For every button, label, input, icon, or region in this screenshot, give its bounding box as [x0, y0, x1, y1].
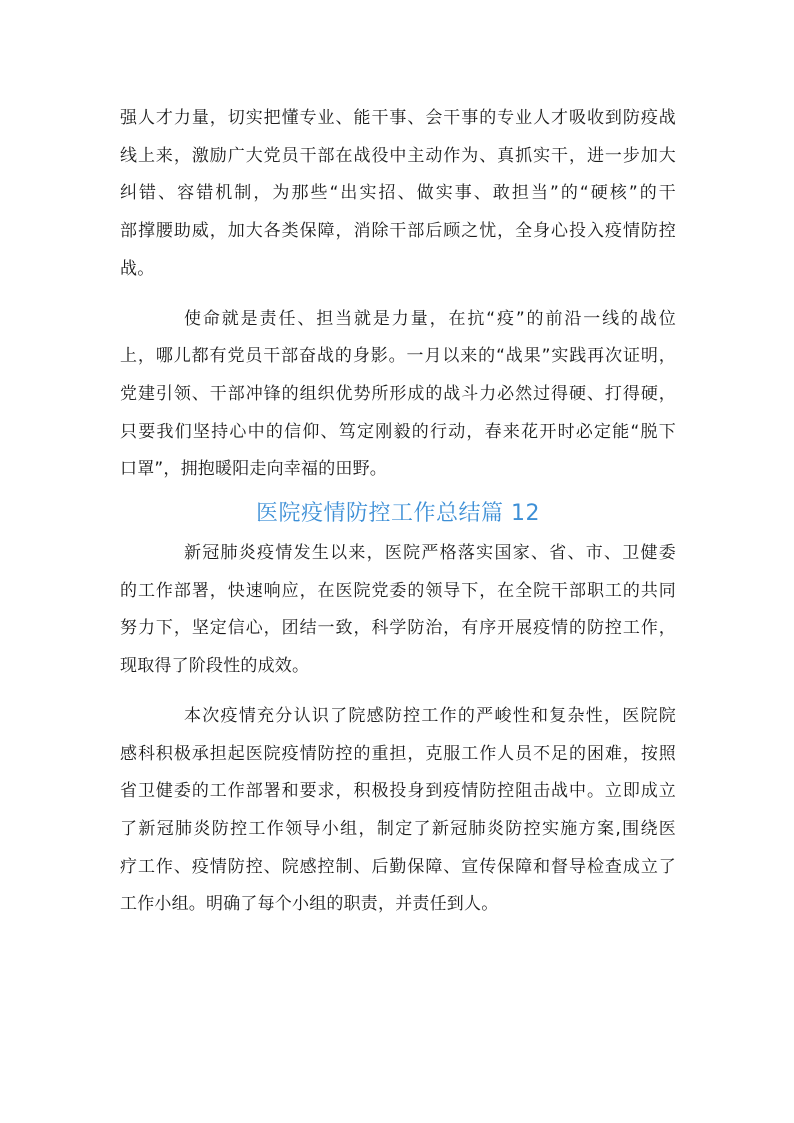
- paragraph-line: 了新冠肺炎防控工作领导小组，制定了新冠肺炎防控实施方案,围绕医: [120, 818, 676, 839]
- paragraph-line: 强人才力量，切实把懂专业、能干事、会干事的专业人才吸收到防疫战: [120, 108, 676, 128]
- paragraph-line: 只要我们坚持心中的信仰、笃定刚毅的行动，春来花开时必定能“脱下: [120, 421, 676, 442]
- paragraph-line: 工作小组。明确了每个小组的职责，并责任到人。: [120, 894, 499, 915]
- paragraph-line: 省卫健委的工作部署和要求，积极投身到疫情防控阻击战中。立即成立: [120, 781, 676, 802]
- mission-paragraph: [120, 301, 676, 490]
- paragraph-line: 努力下，坚定信心，团结一致，科学防治，有序开展疫情的防控工作，: [120, 618, 676, 639]
- section-paragraph-1: [120, 535, 676, 686]
- document-body: [120, 100, 676, 924]
- paragraph-line: 本次疫情充分认识了院感防控工作的严峻性和复杂性，医院院: [184, 705, 676, 726]
- section-paragraph-2: [120, 698, 676, 924]
- section-heading: 医院疫情防控工作总结篇 12: [256, 501, 540, 527]
- paragraph-line: 线上来，激励广大党员干部在战役中主动作为、真抓实干，进一步加大: [120, 145, 676, 166]
- paragraph-line: 的工作部署，快速响应，在医院党委的领导下，在全院干部职工的共同: [120, 580, 676, 601]
- paragraph-line: 纠错、容错机制，为那些“出实招、做实事、敢担当”的“硬核”的干: [120, 183, 676, 204]
- paragraph-line: 上，哪儿都有党员干部奋战的身影。一月以来的“战果”实践再次证明，: [120, 346, 676, 367]
- paragraph-line: 使命就是责任、担当就是力量，在抗“疫”的前沿一线的战位: [184, 308, 676, 329]
- paragraph-line: 现取得了阶段性的成效。: [120, 656, 310, 677]
- paragraph-line: 新冠肺炎疫情发生以来，医院严格落实国家、省、市、卫健委: [184, 543, 676, 564]
- intro-paragraph: [120, 100, 676, 289]
- paragraph-line: 党建引领、干部冲锋的组织优势所形成的战斗力必然过得硬、打得硬，: [120, 383, 676, 404]
- paragraph-line: 口罩”，拥抱暖阳走向幸福的田野。: [120, 459, 388, 480]
- paragraph-line: 战。: [120, 258, 155, 279]
- paragraph-line: 感科积极承担起医院疫情防控的重担，克服工作人员不足的困难，按照: [120, 743, 676, 764]
- paragraph-line: 疗工作、疫情防控、院感控制、后勤保障、宣传保障和督导检查成立了: [120, 856, 676, 877]
- paragraph-line: 部撑腰助威，加大各类保障，消除干部后顾之忧，全身心投入疫情防控: [120, 221, 676, 242]
